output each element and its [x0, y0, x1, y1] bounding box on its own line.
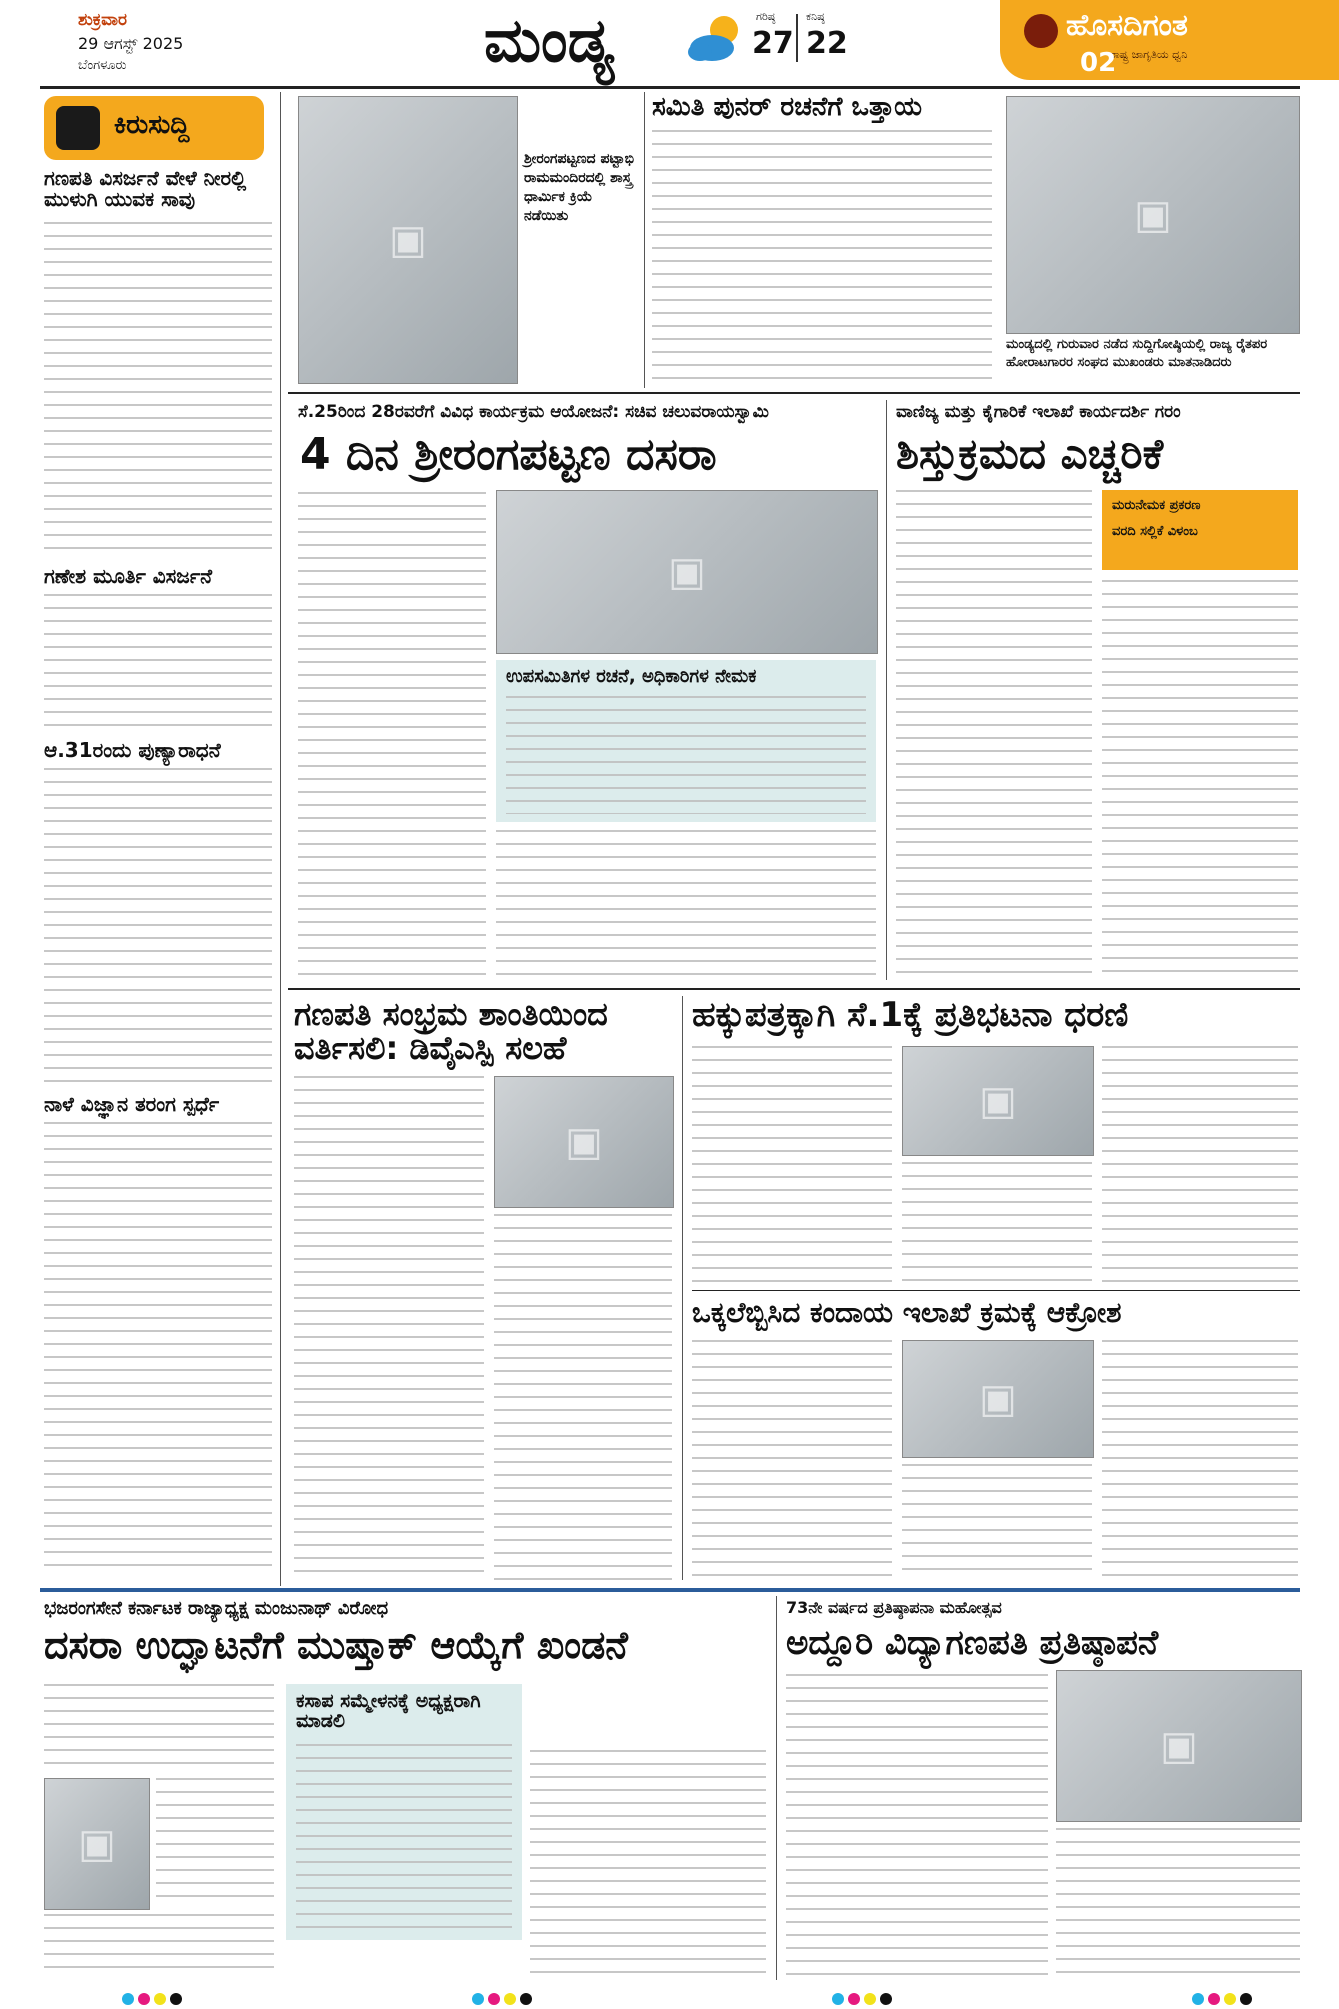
- registration-marks: [120, 1990, 184, 2009]
- image-icon: ▣: [979, 1078, 1017, 1124]
- dasara-sidebar-title: ಉಪಸಮಿತಿಗಳ ರಚನೆ, ಅಧಿಕಾರಿಗಳ ನೇಮಕ: [506, 666, 757, 687]
- dasara-body-right: [496, 830, 876, 978]
- image-icon: ▣: [668, 549, 706, 595]
- mushtaq-sidebar-title: ಕಸಾಪ ಸಮ್ಮೇಳನಕ್ಕೆ ಅಧ್ಯಕ್ಷರಾಗಿ ಮಾಡಲಿ: [296, 1690, 481, 1732]
- column-divider: [644, 92, 645, 388]
- ganapati-photo: [494, 1076, 674, 1208]
- column-divider: [280, 92, 281, 1586]
- kiru-logo-text: ಕಿರುಸುದ್ದಿ: [114, 110, 190, 140]
- samithi-photo: [1006, 96, 1300, 334]
- column-divider: [776, 1596, 777, 1980]
- vanijya-body-1: [896, 490, 1092, 978]
- weather-icon: [684, 8, 748, 68]
- vidya-body-2: [1056, 1828, 1300, 1976]
- temp-divider: [796, 14, 798, 62]
- image-icon: ▣: [1160, 1723, 1198, 1769]
- mushtaq-kicker: ಭಜರಂಗಸೇನೆ ಕರ್ನಾಟಕ ರಾಜ್ಯಾಧ್ಯಕ್ಷ ಮಂಜುನಾಥ್ ವಿರೋಧ: [44, 1598, 389, 1619]
- section-rule: [692, 1290, 1300, 1291]
- kiru-headline-1: ಗಣಪತಿ ವಿಸರ್ಜನೆ ವೇಳೆ ನೀರಲ್ಲಿ ಮುಳುಗಿ ಯುವಕ ಸಾವು: [44, 166, 247, 211]
- registration-marks: [1190, 1990, 1254, 2009]
- samithi-body: [652, 130, 992, 382]
- temp-min: 22: [806, 26, 848, 61]
- dasara-kicker: ಸೆ.25ರಿಂದ 28ರವರೆಗೆ ವಿವಿಧ ಕಾರ್ಯಕ್ರಮ ಆಯೋಜನೆ: ಸಚಿವ ಚಲುವರಾಯಸ್ವಾಮಿ: [298, 402, 769, 422]
- masthead-rule: [40, 86, 1300, 89]
- section-rule: [40, 1588, 1300, 1592]
- mushtaq-body-4: [530, 1750, 766, 1976]
- ganapati-headline: ಗಣಪತಿ ಸಂಭ್ರಮ ಶಾಂತಿಯಿಂದ ವರ್ತಿಸಲಿ: ಡಿವೈಎಸ್ಪಿ ಸಲಹೆ: [294, 995, 608, 1067]
- section-rule: [288, 988, 1300, 990]
- masthead-day: ಶುಕ್ರವಾರ: [78, 10, 127, 30]
- kiru-headline-3: ಆ.31ರಂದು ಪುಣ್ಯಾರಾಧನೆ: [44, 738, 221, 762]
- okkale-body-2: [902, 1464, 1092, 1580]
- image-icon: ▣: [565, 1119, 603, 1165]
- temp-min-label: ಕನಿಷ್ಠ: [806, 10, 825, 23]
- masthead-date: 29 ಆಗಸ್ಟ್ 2025: [78, 34, 184, 53]
- okkale-body-3: [1102, 1340, 1298, 1580]
- mushtaq-headline: ದಸರಾ ಉದ್ಘಾಟನೆಗೆ ಮುಷ್ತಾಕ್ ಆಯ್ಕೆಗೆ ಖಂಡನೆ: [44, 1623, 628, 1667]
- kiru-body-1: [44, 222, 272, 558]
- dasara-sidebar-body: [506, 696, 866, 814]
- vidya-kicker: 73ನೇ ವರ್ಷದ ಪ್ರತಿಷ್ಠಾಪನಾ ಮಹೋತ್ಸವ: [786, 1598, 1002, 1617]
- hakku-body-2: [902, 1162, 1092, 1282]
- temp-max: 27: [752, 26, 794, 61]
- mushtaq-body-1: [44, 1684, 274, 1772]
- dasara-body-left: [298, 492, 486, 978]
- column-divider: [886, 400, 887, 980]
- vanijya-headline: ಶಿಸ್ತುಕ್ರಮದ ಎಚ್ಚರಿಕೆ: [896, 429, 1164, 478]
- section-rule: [288, 392, 1300, 394]
- image-icon: ▣: [78, 1821, 116, 1867]
- okkale-photo: [902, 1340, 1094, 1458]
- brand-block: [1000, 0, 1339, 80]
- brand-logo-icon: [1024, 14, 1058, 48]
- kiru-logo-box: [44, 96, 264, 160]
- vidya-photo: [1056, 1670, 1302, 1822]
- mushtaq-sidebar-body: [296, 1744, 512, 1932]
- registration-marks: [830, 1990, 894, 2009]
- ganapati-body-1: [294, 1076, 484, 1580]
- image-icon: ▣: [389, 217, 427, 263]
- masthead-city: ಬೆಂಗಳೂರು: [78, 58, 127, 73]
- image-icon: ▣: [979, 1376, 1017, 1422]
- dasara-sidebar: [496, 660, 876, 822]
- dasara-headline: 4 ದಿನ ಶ್ರೀರಂಗಪಟ್ಟಣ ದಸರಾ: [300, 429, 717, 480]
- registration-marks: [470, 1990, 534, 2009]
- samithi-headline: ಸಮಿತಿ ಪುನರ್ ರಚನೆಗೆ ಒತ್ತಾಯ: [652, 92, 922, 122]
- brand-name: ಹೊಸದಿಗಂತ: [1066, 8, 1188, 43]
- ganapati-body-2: [494, 1214, 672, 1580]
- samithi-caption: ಮಂಡ್ಯದಲ್ಲಿ ಗುರುವಾರ ನಡೆದ ಸುದ್ದಿಗೋಷ್ಠಿಯಲ್ಲಿ ರಾಜ್ಯ ರೈತಪರ ಹೋರಾಟಗಾರರ ಸಂಘದ ಮುಖಂಡರು ಮಾತನಾಡಿದರು: [1006, 337, 1268, 370]
- mushtaq-body-3: [44, 1914, 274, 1976]
- hakku-body-1: [692, 1046, 892, 1282]
- hakku-body-3: [1102, 1046, 1298, 1282]
- mushtaq-sidebar: [286, 1684, 522, 1940]
- brand-tagline: ರಾಷ್ಟ್ರ ಜಾಗೃತಿಯ ಧ್ವನಿ: [1110, 48, 1188, 61]
- kiru-body-4: [44, 1122, 272, 1576]
- temple-photo: [298, 96, 518, 384]
- kiru-headline-2: ಗಣೇಶ ಮೂರ್ತಿ ವಿಸರ್ಜನೆ: [44, 564, 213, 588]
- page-number: 02: [1080, 48, 1117, 78]
- vanijya-pull-2: ವರದಿ ಸಲ್ಲಿಕೆ ವಿಳಂಬ: [1112, 524, 1198, 539]
- hakku-headline: ಹಕ್ಕುಪತ್ರಕ್ಕಾಗಿ ಸೆ.1ಕ್ಕೆ ಪ್ರತಿಭಟನಾ ಧರಣಿ: [692, 995, 1129, 1035]
- okkale-headline: ಒಕ್ಕಲೆಬ್ಬಿಸಿದ ಕಂದಾಯ ಇಲಾಖೆ ಕ್ರಮಕ್ಕೆ ಆಕ್ರೋಶ: [692, 1296, 1122, 1329]
- vanijya-body-2: [1102, 580, 1298, 978]
- hakku-photo: [902, 1046, 1094, 1156]
- vanijya-pull-1: ಮರುನೇಮಕ ಪ್ರಕರಣ: [1112, 498, 1201, 513]
- mushtaq-photo: [44, 1778, 150, 1910]
- column-divider: [682, 996, 683, 1580]
- kiru-body-2: [44, 594, 272, 730]
- image-icon: ▣: [1134, 192, 1172, 238]
- temple-caption: ಶ್ರೀರಂಗಪಟ್ಟಣದ ಪಟ್ಟಾಭಿ ರಾಮಮಂದಿರದಲ್ಲಿ ಶಾಸ್ತ್ರ ಧಾರ್ಮಿಕ ಕ್ರಿಯೆ ನಡೆಯಿತು: [524, 151, 634, 224]
- masthead: [0, 0, 1339, 86]
- temp-max-label: ಗರಿಷ್ಠ: [756, 10, 776, 23]
- mushtaq-body-2: [156, 1778, 274, 1908]
- dasara-photo: [496, 490, 878, 654]
- vanijya-pull-box: [1102, 490, 1298, 570]
- vidya-headline: ಅದ್ದೂರಿ ವಿದ್ಯಾಗಣಪತಿ ಪ್ರತಿಷ್ಠಾಪನೆ: [786, 1623, 1159, 1663]
- kiru-body-3: [44, 768, 272, 1086]
- kiru-headline-4: ನಾಳೆ ವಿಜ್ಞಾನ ತರಂಗ ಸ್ಪರ್ಧೆ: [44, 1092, 220, 1116]
- okkale-body-1: [692, 1340, 892, 1580]
- kiru-hand-icon: [56, 106, 100, 150]
- edition-title: ಮಂಡ್ಯ: [484, 6, 615, 76]
- vanijya-kicker: ವಾಣಿಜ್ಯ ಮತ್ತು ಕೈಗಾರಿಕೆ ಇಲಾಖೆ ಕಾರ್ಯದರ್ಶಿ ಗರಂ: [896, 402, 1181, 422]
- vidya-body-1: [786, 1674, 1048, 1976]
